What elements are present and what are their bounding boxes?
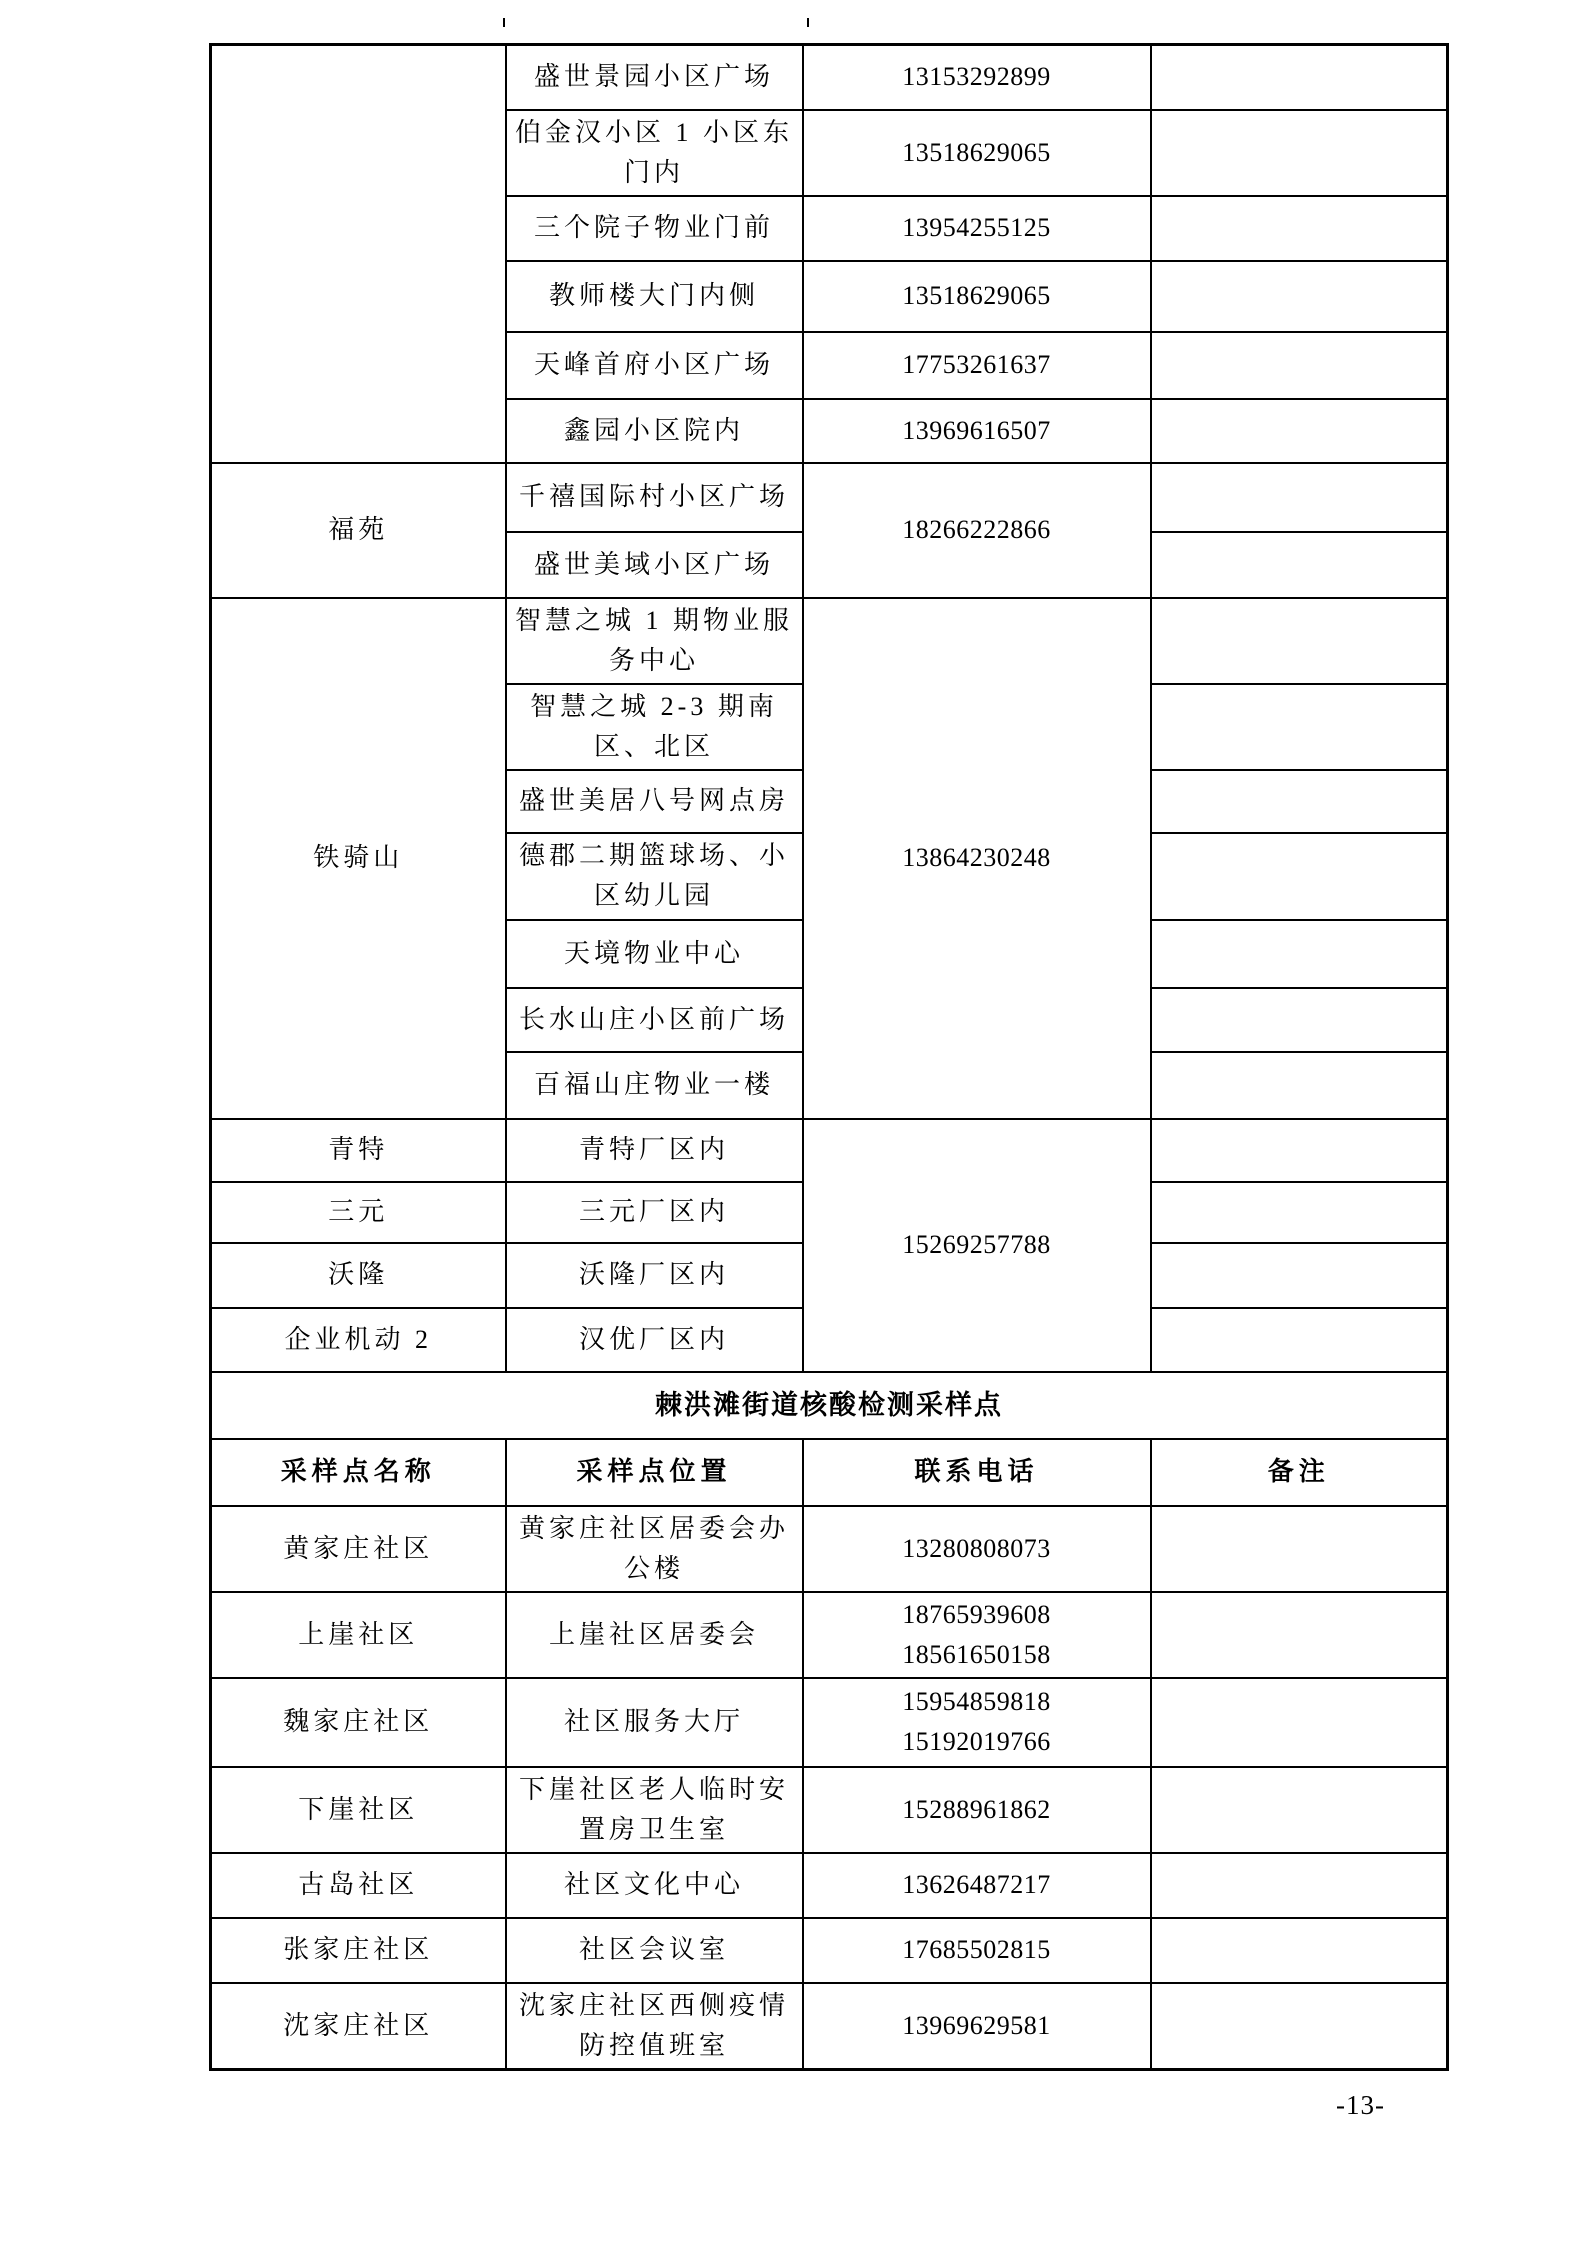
- remark-cell: [1151, 261, 1448, 332]
- remark-cell: [1151, 684, 1448, 770]
- location-cell: 盛世美居八号网点房: [506, 770, 803, 833]
- location-cell: 三元厂区内: [506, 1182, 803, 1243]
- remark-cell: [1151, 1678, 1448, 1767]
- page-break-artifact-tick: [807, 18, 809, 27]
- table-row: [211, 1119, 1448, 1182]
- phone-cell: [803, 1592, 1151, 1678]
- location-cell: 社区服务大厅: [506, 1678, 803, 1767]
- phone-line-2: 15192019766: [902, 1727, 1051, 1756]
- location-cell: 智慧之城 2-3 期南区、北区: [506, 684, 803, 770]
- site-name-cell: 青特: [211, 1119, 506, 1182]
- remark-cell: [1151, 1308, 1448, 1372]
- remark-cell: [1151, 196, 1448, 261]
- site-name-cell: 铁骑山: [211, 598, 506, 1119]
- location-cell: 智慧之城 1 期物业服务中心: [506, 598, 803, 684]
- location-cell: 沈家庄社区西侧疫情防控值班室: [506, 1983, 803, 2070]
- page-break-artifact-tick: [503, 18, 505, 27]
- location-cell: 青特厂区内: [506, 1119, 803, 1182]
- section-title: 棘洪滩街道核酸检测采样点: [211, 1372, 1448, 1439]
- remark-cell: [1151, 1918, 1448, 1983]
- sampling-points-table: [209, 43, 1449, 2071]
- phone-cell: 13153292899: [803, 45, 1151, 110]
- phone-cell: 13280808073: [803, 1506, 1151, 1592]
- table-row: [211, 1372, 1448, 1439]
- phone-cell: 17685502815: [803, 1918, 1151, 1983]
- site-name-cell: 三元: [211, 1182, 506, 1243]
- remark-cell: [1151, 1243, 1448, 1308]
- site-name-cell: 古岛社区: [211, 1853, 506, 1918]
- table-row: [211, 45, 1448, 110]
- phone-cell: 13969629581: [803, 1983, 1151, 2070]
- remark-cell: [1151, 1983, 1448, 2070]
- site-name-cell: 上崖社区: [211, 1592, 506, 1678]
- table-row: [211, 1853, 1448, 1918]
- page-number: -13-: [1336, 2090, 1385, 2120]
- location-cell: 天境物业中心: [506, 920, 803, 988]
- table-row: [211, 598, 1448, 684]
- remark-cell: [1151, 463, 1448, 532]
- site-name-cell: 沈家庄社区: [211, 1983, 506, 2070]
- phone-line-1: 18765939608: [902, 1599, 1051, 1629]
- phone-cell: 13626487217: [803, 1853, 1151, 1918]
- location-cell: 千禧国际村小区广场: [506, 463, 803, 532]
- remark-cell: [1151, 770, 1448, 833]
- location-cell: 盛世景园小区广场: [506, 45, 803, 110]
- phone-cell: 17753261637: [803, 332, 1151, 399]
- phone-line-2: 18561650158: [902, 1639, 1051, 1669]
- remark-cell: [1151, 110, 1448, 196]
- location-cell: 天峰首府小区广场: [506, 332, 803, 399]
- remark-cell: [1151, 1506, 1448, 1592]
- phone-cell: 18266222866: [803, 463, 1151, 598]
- phone-cell: 15288961862: [803, 1767, 1151, 1853]
- table-row: [211, 1767, 1448, 1853]
- location-cell: 教师楼大门内侧: [506, 261, 803, 332]
- remark-cell: [1151, 332, 1448, 399]
- remark-cell: [1151, 833, 1448, 920]
- remark-cell: [1151, 988, 1448, 1052]
- site-name-cell: 企业机动 2: [211, 1308, 506, 1372]
- remark-cell: [1151, 598, 1448, 684]
- col-header-name: 采样点名称: [211, 1439, 506, 1506]
- location-cell: 社区文化中心: [506, 1853, 803, 1918]
- remark-cell: [1151, 399, 1448, 463]
- remark-cell: [1151, 1767, 1448, 1853]
- phone-cell: 13969616507: [803, 399, 1151, 463]
- table-row: [211, 1983, 1448, 2070]
- location-cell: 盛世美域小区广场: [506, 532, 803, 598]
- location-cell: 三个院子物业门前: [506, 196, 803, 261]
- table-row: [211, 1678, 1448, 1767]
- col-header-remark: 备注: [1151, 1439, 1448, 1506]
- site-name-cell: 沃隆: [211, 1243, 506, 1308]
- location-cell: 伯金汉小区 1 小区东门内: [506, 110, 803, 196]
- phone-cell: 13864230248: [803, 598, 1151, 1119]
- table-row: [211, 1592, 1448, 1678]
- site-name-cell: 福苑: [211, 463, 506, 598]
- location-cell: 长水山庄小区前广场: [506, 988, 803, 1052]
- remark-cell: [1151, 920, 1448, 988]
- phone-cell: 13954255125: [803, 196, 1151, 261]
- remark-cell: [1151, 1853, 1448, 1918]
- remark-cell: [1151, 1052, 1448, 1119]
- table-row: [211, 1506, 1448, 1592]
- location-cell: 黄家庄社区居委会办公楼: [506, 1506, 803, 1592]
- location-cell: 上崖社区居委会: [506, 1592, 803, 1678]
- table-row: [211, 463, 1448, 532]
- phone-cell: 13518629065: [803, 110, 1151, 196]
- phone-cell: 13518629065: [803, 261, 1151, 332]
- site-name-cell: 魏家庄社区: [211, 1678, 506, 1767]
- location-cell: 社区会议室: [506, 1918, 803, 1983]
- table-row: [211, 1439, 1448, 1506]
- table-row: [211, 1918, 1448, 1983]
- remark-cell: [1151, 1592, 1448, 1678]
- col-header-location: 采样点位置: [506, 1439, 803, 1506]
- site-name-cell: 下崖社区: [211, 1767, 506, 1853]
- location-cell: 汉优厂区内: [506, 1308, 803, 1372]
- remark-cell: [1151, 1119, 1448, 1182]
- remark-cell: [1151, 1182, 1448, 1243]
- phone-cell: 15269257788: [803, 1119, 1151, 1372]
- phone-line-1: 15954859818: [902, 1687, 1051, 1716]
- remark-cell: [1151, 45, 1448, 110]
- site-name-cell: 张家庄社区: [211, 1918, 506, 1983]
- site-name-cell: [211, 45, 506, 463]
- phone-cell: [803, 1678, 1151, 1767]
- site-name-cell: 黄家庄社区: [211, 1506, 506, 1592]
- remark-cell: [1151, 532, 1448, 598]
- location-cell: 下崖社区老人临时安置房卫生室: [506, 1767, 803, 1853]
- col-header-phone: 联系电话: [803, 1439, 1151, 1506]
- location-cell: 百福山庄物业一楼: [506, 1052, 803, 1119]
- location-cell: 鑫园小区院内: [506, 399, 803, 463]
- location-cell: 沃隆厂区内: [506, 1243, 803, 1308]
- location-cell: 德郡二期篮球场、小区幼儿园: [506, 833, 803, 920]
